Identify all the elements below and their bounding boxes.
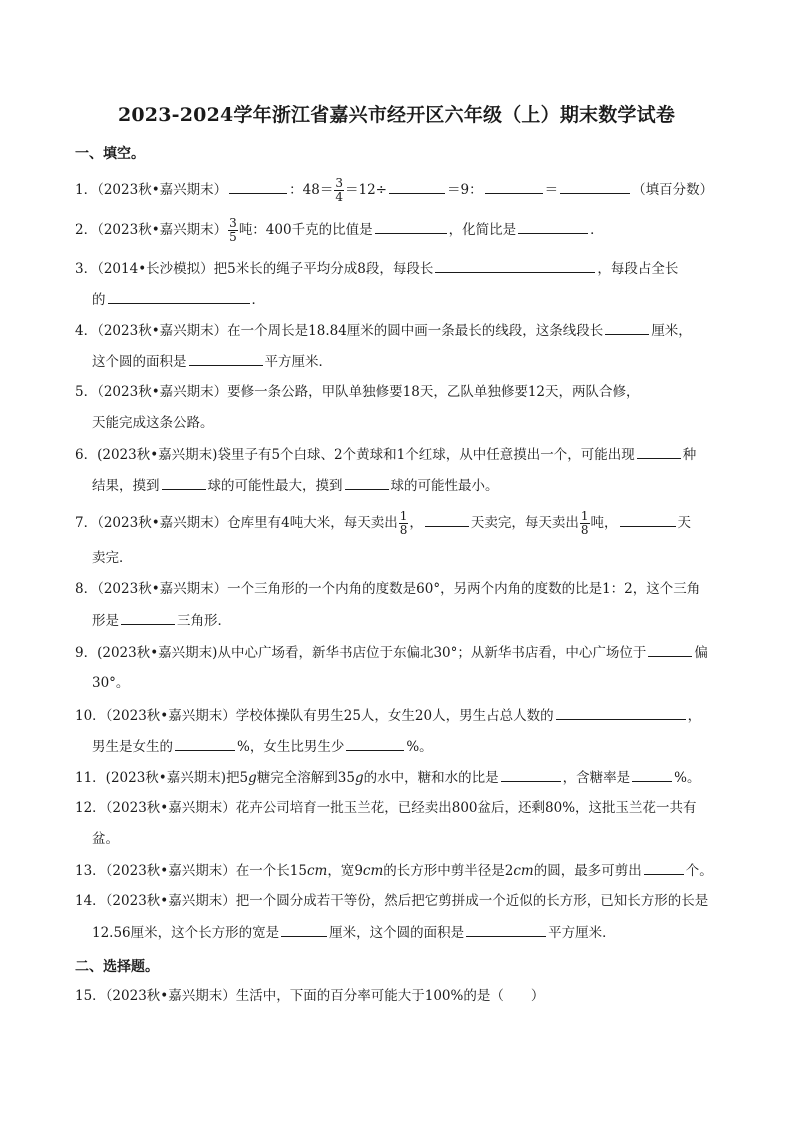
- question-11: 11．(2023秋•嘉兴期末)把5g糖完全溶解到35g的水中，糖和水的比是 ，含糖率是 %。: [75, 767, 720, 788]
- fraction: $\frac{1}{8}$: [399, 509, 408, 537]
- question-8: 8．（2023秋•嘉兴期末）一个三角形的一个内角的度数是60°，另两个内角的度数的比是1：2，这个三角 形是 三角形．: [75, 581, 701, 629]
- answer-blank[interactable]: [281, 922, 327, 937]
- answer-blank[interactable]: [501, 767, 561, 782]
- answer-blank[interactable]: [189, 351, 263, 366]
- fraction: $\frac{3}{4}$: [335, 176, 343, 204]
- answer-blank[interactable]: [121, 610, 175, 625]
- answer-blank[interactable]: [375, 219, 447, 234]
- answer-blank[interactable]: [637, 444, 681, 459]
- question-2: 2．（2023秋•嘉兴期末） $\frac{3}{5}$ 吨：400千克的比值是 ，化简比是 ．: [75, 216, 604, 244]
- answer-blank[interactable]: [346, 736, 404, 751]
- answer-blank[interactable]: [485, 179, 543, 194]
- fraction: $\frac{1}{8}$: [580, 509, 589, 537]
- question-1: 1．（2023秋•嘉兴期末） ：48＝ $\frac{3}{4}$ ＝12÷ ＝9： ＝ （填百分数）: [75, 176, 714, 204]
- question-5: 5．（2023秋•嘉兴期末）要修一条公路，甲队单独修要18天，乙队单独修要12天，两队合修， 天能完成这条公路。: [75, 384, 640, 431]
- answer-blank[interactable]: [620, 512, 676, 527]
- answer-blank[interactable]: [648, 642, 692, 657]
- answer-blank[interactable]: [644, 860, 684, 875]
- question-12: 12．（2023秋•嘉兴期末）花卉公司培育一批玉兰花，已经卖出800盆后，还剩80%，这批玉兰花一共有 盆。: [75, 800, 697, 847]
- answer-blank[interactable]: [466, 922, 546, 937]
- answer-blank[interactable]: [632, 767, 672, 782]
- section-multiple-choice: 二、选择题。: [75, 959, 159, 975]
- question-15: 15．（2023秋•嘉兴期末）生活中，下面的百分率可能大于100%的是（ ）: [75, 988, 545, 1004]
- question-4: 4．（2023秋•嘉兴期末）在一个周长是18.84厘米的圆中画一条最长的线段，这条线段长 厘米， 这个圆的面积是 平方厘米．: [75, 320, 720, 341]
- answer-blank[interactable]: [229, 179, 287, 194]
- answer-blank[interactable]: [389, 179, 445, 194]
- question-9: 9．(2023秋•嘉兴期末)从中心广场看，新华书店位于东偏北30°；从新华书店看，中心广场位于 偏 30°。: [75, 642, 720, 663]
- answer-blank[interactable]: [435, 258, 595, 273]
- question-6: 6．(2023秋•嘉兴期末)袋里子有5个白球、2个黄球和1个红球，从中任意摸出一个，可能出现 种 结果，摸到 球的可能性最大，摸到 球的可能性最小。: [75, 444, 720, 465]
- question-3: 3．（2014•长沙模拟）把5米长的绳子平均分成8段，每段长 ，每段占全长 的 ．: [75, 258, 720, 279]
- fraction: $\frac{3}{5}$: [229, 216, 237, 244]
- answer-blank[interactable]: [556, 705, 686, 720]
- answer-blank[interactable]: [518, 219, 588, 234]
- answer-blank[interactable]: [560, 179, 630, 194]
- section-fill-in: 一、填空。: [75, 146, 145, 162]
- page-title: 2023-2024学年浙江省嘉兴市经开区六年级（上）期末数学试卷: [117, 104, 676, 126]
- question-14: 14．（2023秋•嘉兴期末）把一个圆分成若干等份，然后把它剪拼成一个近似的长方形，已知长方形的长是 12.56厘米，这个长方形的宽是 厘米，这个圆的面积是 平方厘米．: [75, 893, 709, 941]
- question-7: 7．（2023秋•嘉兴期末）仓库里有4吨大米，每天卖出 $\frac{1}{8}$ ， 天卖完，每天卖出 $\frac{1}{8}$ 吨， 天 卖完．: [75, 509, 692, 566]
- answer-blank[interactable]: [162, 475, 206, 490]
- answer-blank[interactable]: [175, 736, 235, 751]
- answer-blank[interactable]: [605, 320, 649, 335]
- question-10: 10．（2023秋•嘉兴期末）学校体操队有男生25人，女生20人，男生占总人数的 ， 男生是女生的 %，女生比男生少 %。: [75, 705, 720, 726]
- answer-blank[interactable]: [425, 512, 469, 527]
- answer-blank[interactable]: [345, 475, 389, 490]
- question-13: 13．（2023秋•嘉兴期末）在一个长15cm，宽9cm的长方形中剪半径是2cm的圆，最多可剪出 个。: [75, 860, 720, 881]
- answer-blank[interactable]: [108, 289, 250, 304]
